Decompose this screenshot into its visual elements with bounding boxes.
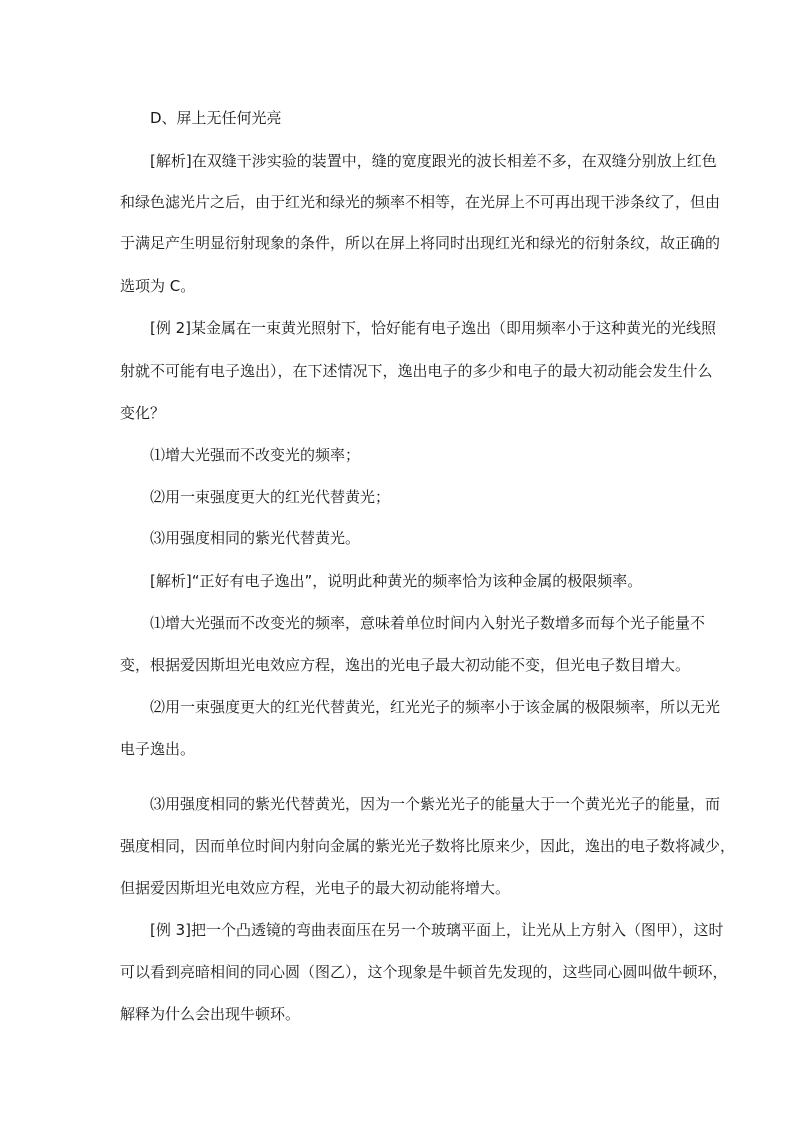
answer-3-line-2: 强度相同，因而单位时间内射向金属的紫光光子数将比原来少，因此，逸出的电子数将减少，: [120, 837, 736, 855]
example-3-line-2: 可以看到亮暗相间的同心圆（图乙），这个现象是牛顿首先发现的，这些同心圆叫做牛顿环，: [120, 963, 728, 981]
example-2-line-1: [例 2]某金属在一束黄光照射下，恰好能有电子逸出（即用频率小于这种黄光的光线照: [150, 319, 717, 337]
answer-1-line-1: ⑴增大光强而不改变光的频率，意味着单位时间内入射光子数增多而每个光子能量不: [150, 614, 706, 632]
analysis-1-line-4: 选项为 C。: [120, 277, 196, 295]
answer-3-line-3: 但据爱因斯坦光电效应方程，光电子的最大初动能将增大。: [120, 879, 511, 897]
option-d-line: D、屏上无任何光亮: [150, 109, 282, 127]
example-3-line-3: 解释为什么会出现牛顿环。: [120, 1005, 301, 1023]
answer-2-line-1: ⑵用一束强度更大的红光代替黄光，红光光子的频率小于该金属的极限频率，所以无光: [150, 698, 721, 716]
analysis-2-intro-line: [解析]“正好有电子逸出”，说明此种黄光的频率恰为该种金属的极限频率。: [150, 572, 643, 590]
answer-2-line-2: 电子逸出。: [120, 740, 196, 758]
example-2-line-3: 变化？: [120, 404, 166, 422]
example-2-line-2: 射就不可能有电子逸出），在下述情况下，逸出电子的多少和电子的最大初动能会发生什么: [120, 362, 713, 380]
question-1-line: ⑴增大光强而不改变光的频率；: [150, 446, 361, 464]
analysis-1-line-3: 于满足产生明显衍射现象的条件，所以在屏上将同时出现红光和绿光的衍射条纹，故正确的: [120, 234, 721, 252]
answer-1-line-2: 变，根据爱因斯坦光电效应方程，逸出的光电子最大初动能不变，但光电子数目增大。: [120, 656, 691, 674]
analysis-1-line-2: 和绿色滤光片之后，由于红光和绿光的频率不相等，在光屏上不可再出现干涉条纹了，但由: [120, 193, 721, 211]
question-3-line: ⑶用强度相同的紫光代替黄光。: [150, 529, 361, 547]
analysis-1-line-1: [解析]在双缝干涉实验的装置中，缝的宽度跟光的波长相差不多，在双缝分别放上红色: [150, 152, 717, 170]
question-2-line: ⑵用一束强度更大的红光代替黄光；: [150, 488, 391, 506]
example-3-line-1: [例 3]把一个凸透镜的弯曲表面压在另一个玻璃平面上，让光从上方射入（图甲），这时: [150, 921, 724, 939]
answer-3-line-1: ⑶用强度相同的紫光代替黄光，因为一个紫光光子的能量大于一个黄光光子的能量，而: [150, 795, 721, 813]
